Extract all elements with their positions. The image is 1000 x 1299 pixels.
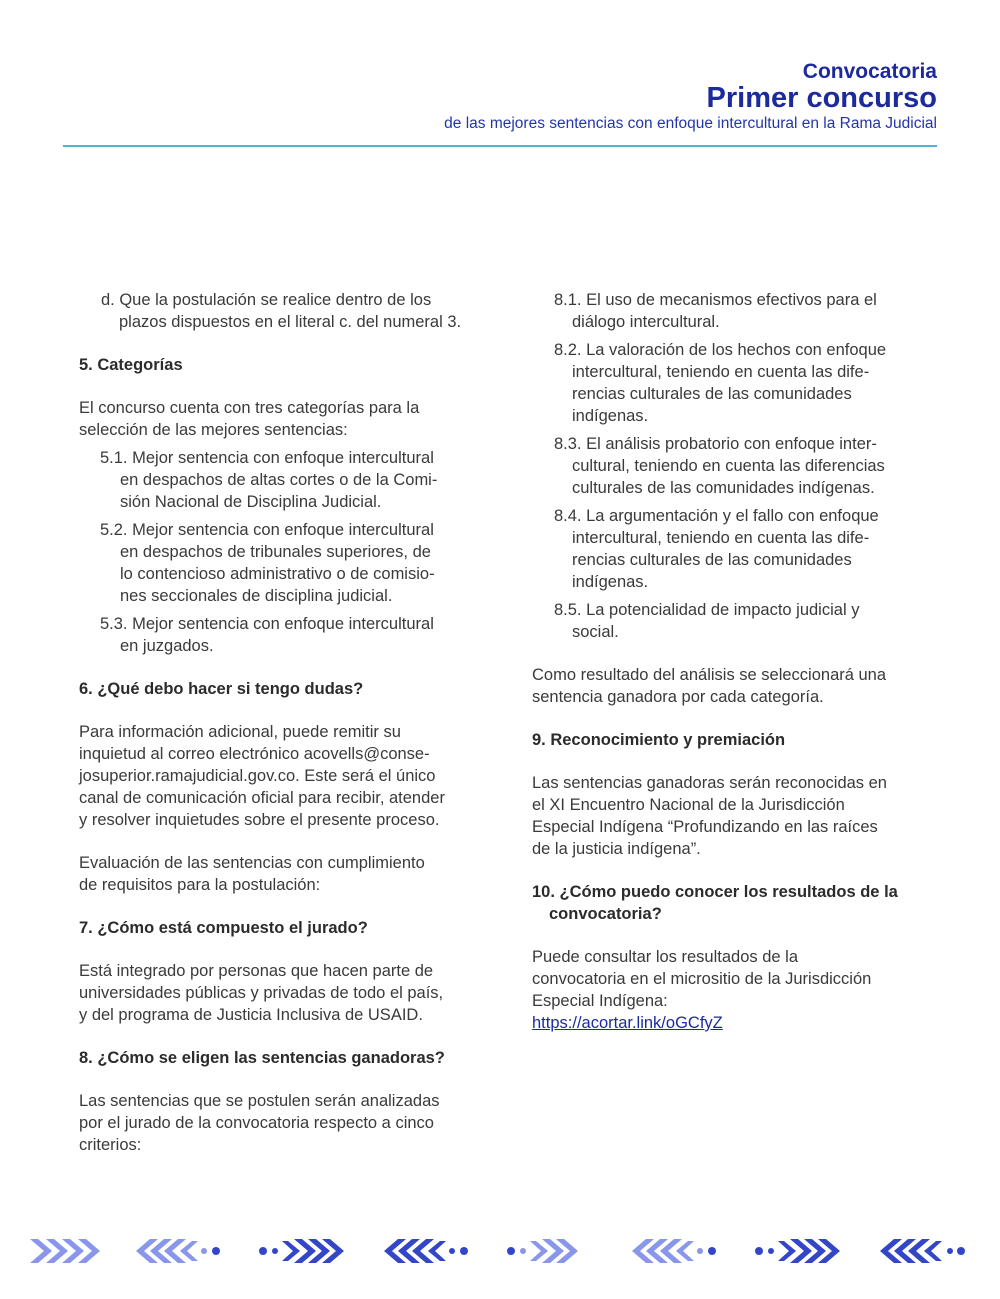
results-link[interactable]: https://acortar.link/oGCfyZ [532, 1014, 723, 1032]
text-line: convocatoria? [549, 905, 662, 923]
section-heading-10 [532, 881, 924, 925]
text-line: El concurso cuenta con tres categorías para la [79, 399, 420, 417]
text-line: 8.3. El análisis probatorio con enfoque inter- [554, 435, 877, 453]
section-heading-5: 5. Categorías [79, 356, 183, 374]
text-line: Para información adicional, puede remitir su [79, 723, 401, 741]
section-heading-8: 8. ¿Cómo se eligen las sentencias ganadoras? [79, 1049, 445, 1067]
list-item [532, 433, 924, 499]
paragraph [532, 664, 924, 708]
text-line: rencias culturales de las comunidades [572, 551, 852, 569]
paragraph [79, 852, 471, 896]
text-line: 5.1. Mejor sentencia con enfoque intercultural [100, 449, 434, 467]
text-line: convocatoria en el micrositio de la Jurisdicción [532, 970, 872, 988]
section-heading-6: 6. ¿Qué debo hacer si tengo dudas? [79, 680, 364, 698]
text-line: canal de comunicación oficial para recibir, atender [79, 789, 445, 807]
text-line: de requisitos para la postulación: [79, 876, 321, 894]
paragraph [79, 1090, 471, 1156]
text-line: Especial Indígena: [532, 992, 668, 1010]
chevron-left-icon [136, 1239, 220, 1263]
chevron-right-icon [507, 1239, 578, 1263]
text-line: Evaluación de las sentencias con cumplimiento [79, 854, 425, 872]
list-item [79, 289, 471, 333]
text-line: josuperior.ramajudicial.gov.co. Este será el único [79, 767, 436, 785]
list-item [532, 505, 924, 593]
chevron-right-icon [30, 1239, 100, 1263]
text-line: 8.5. La potencialidad de impacto judicial y [554, 601, 860, 619]
text-line: el XI Encuentro Nacional de la Jurisdicción [532, 796, 845, 814]
text-line: inquietud al correo electrónico acovells@conse- [79, 745, 430, 763]
text-line: lo contencioso administrativo o de comisio- [120, 565, 435, 583]
chevron-right-icon [755, 1239, 840, 1263]
paragraph [79, 721, 471, 831]
text-line: en juzgados. [120, 637, 214, 655]
text-line: culturales de las comunidades indígenas. [572, 479, 875, 497]
chevron-left-icon [880, 1239, 965, 1263]
text-line: selección de las mejores sentencias: [79, 421, 348, 439]
text-line: intercultural, teniendo en cuenta las dife- [572, 363, 870, 381]
text-line: en despachos de altas cortes o de la Comi- [120, 471, 438, 489]
text-line: 8.4. La argumentación y el fallo con enfoque [554, 507, 879, 525]
right-column [532, 289, 924, 1034]
header-main-title: Primer concurso [706, 82, 937, 114]
text-line: 8.1. El uso de mecanismos efectivos para el [554, 291, 877, 309]
text-line: rencias culturales de las comunidades [572, 385, 852, 403]
text-line: 5.3. Mejor sentencia con enfoque intercultural [100, 615, 434, 633]
text-line: 10. ¿Cómo puedo conocer los resultados de la [532, 883, 898, 901]
text-line: diálogo intercultural. [572, 313, 720, 331]
list-item [79, 519, 471, 607]
text-line: 5.2. Mejor sentencia con enfoque intercultural [100, 521, 434, 539]
header-small-title: Convocatoria [802, 60, 937, 83]
document-header [444, 60, 937, 134]
text-line: criterios: [79, 1136, 142, 1154]
text-line: Las sentencias que se postulen serán analizadas [79, 1092, 440, 1110]
list-item [532, 599, 924, 643]
text-line: Puede consultar los resultados de la [532, 948, 798, 966]
left-column [79, 289, 471, 1156]
header-subtitle: de las mejores sentencias con enfoque intercultural en la Rama Judicial [444, 115, 937, 132]
text-line: indígenas. [572, 573, 649, 591]
text-line: de la justicia indígena”. [532, 840, 701, 858]
text-line: Está integrado por personas que hacen parte de [79, 962, 434, 980]
text-line: y del programa de Justicia Inclusiva de USAID. [79, 1006, 423, 1024]
paragraph [79, 960, 471, 1026]
text-line: cultural, teniendo en cuenta las diferencias [572, 457, 885, 475]
text-line: intercultural, teniendo en cuenta las dife- [572, 529, 870, 547]
section-heading-7: 7. ¿Cómo está compuesto el jurado? [79, 919, 368, 937]
text-line: universidades públicas y privadas de todo el país, [79, 984, 444, 1002]
header-divider [63, 145, 937, 147]
list-item [532, 289, 924, 333]
text-line: plazos dispuestos en el literal c. del numeral 3. [119, 313, 462, 331]
text-line: y resolver inquietudes sobre el presente proceso. [79, 811, 440, 829]
text-line: Las sentencias ganadoras serán reconocidas en [532, 774, 887, 792]
chevron-left-icon [632, 1239, 716, 1263]
paragraph [532, 946, 924, 1034]
text-line: Especial Indígena “Profundizando en las raíces [532, 818, 878, 836]
decorative-chevron-border [0, 1226, 1000, 1276]
text-line: social. [572, 623, 619, 641]
text-line: en despachos de tribunales superiores, de [120, 543, 431, 561]
text-line: sión Nacional de Disciplina Judicial. [120, 493, 382, 511]
text-line: 8.2. La valoración de los hechos con enfoque [554, 341, 887, 359]
text-line: nes seccionales de disciplina judicial. [120, 587, 393, 605]
text-line: d. Que la postulación se realice dentro de los [101, 291, 432, 309]
list-item [532, 339, 924, 427]
text-line: indígenas. [572, 407, 649, 425]
text-line: Como resultado del análisis se seleccionará una [532, 666, 887, 684]
list-item [79, 447, 471, 513]
list-item [79, 613, 471, 657]
text-line: por el jurado de la convocatoria respecto a cinco [79, 1114, 434, 1132]
chevron-left-icon [384, 1239, 468, 1263]
text-line: sentencia ganadora por cada categoría. [532, 688, 824, 706]
chevron-right-icon [259, 1239, 344, 1263]
section-heading-9: 9. Reconocimiento y premiación [532, 731, 786, 749]
paragraph [532, 772, 924, 860]
